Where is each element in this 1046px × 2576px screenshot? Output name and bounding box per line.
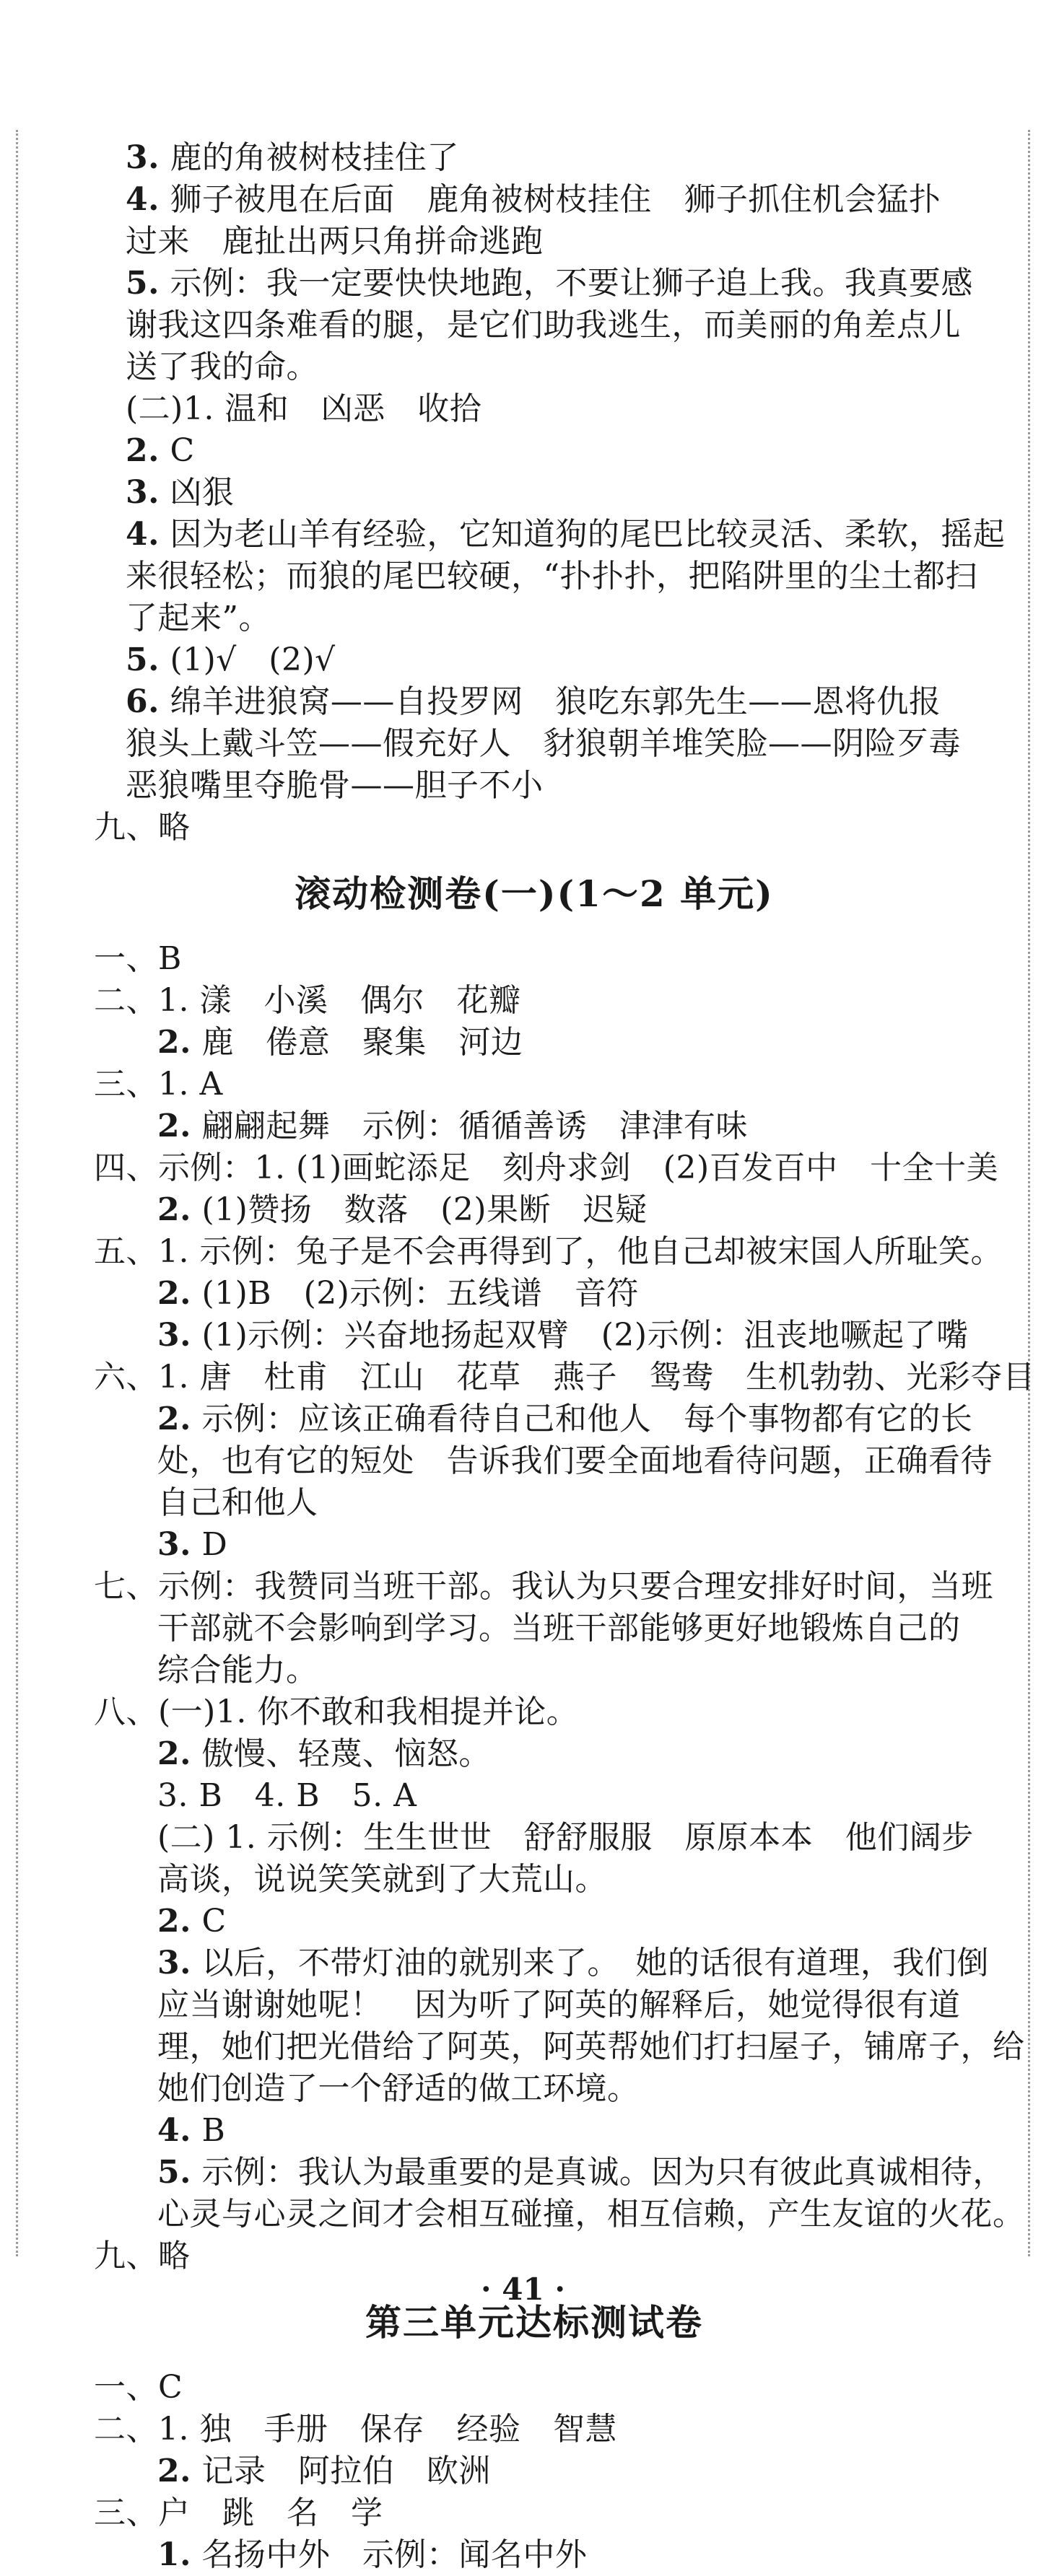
answer-line xyxy=(94,472,975,514)
answer-line xyxy=(94,1231,1003,1273)
answer-text: 干部就不会影响到学习。当班干部能够更好地锻炼自己的 xyxy=(157,1610,961,1647)
answer-text: 凶狠 xyxy=(170,474,235,511)
answer-text: 她们创造了一个舒适的做工环境。 xyxy=(157,2070,640,2107)
answer-line xyxy=(94,1691,975,1733)
item-number: 3. xyxy=(157,1945,191,1981)
answer-line xyxy=(94,1942,989,1984)
answer-line xyxy=(94,1022,975,1064)
answer-line xyxy=(94,1147,999,1189)
answer-text: 狮子被甩在后面 鹿角被树枝挂住 狮子抓住机会猛扑 xyxy=(170,181,941,218)
answer-line xyxy=(94,388,975,430)
answer-text: (二) 1. 示例：生生世世 舒舒服服 原原本本 他们阔步 xyxy=(157,1819,974,1856)
answer-text: C xyxy=(201,1903,227,1940)
answer-line xyxy=(94,2152,1005,2194)
answer-line xyxy=(94,2194,1025,2235)
item-number: 2. xyxy=(126,432,160,469)
answer-text: 七、示例：我赞同当班干部。我认为只要合理安排好时间，当班 xyxy=(94,1568,993,1605)
answer-text: 心灵与心灵之间才会相互碰撞，相互信赖，产生友谊的火花。 xyxy=(157,2196,1025,2233)
answer-line xyxy=(94,1440,993,1482)
answer-line xyxy=(94,179,975,221)
answer-line xyxy=(94,1733,975,1775)
answer-text: 一、B xyxy=(94,940,182,977)
answer-line xyxy=(94,597,975,639)
answer-line xyxy=(94,1817,975,1859)
answer-line xyxy=(94,1105,975,1147)
answer-text: 因为老山羊有经验，它知道狗的尾巴比较灵活、柔软，摇起 xyxy=(170,516,1006,553)
answer-line xyxy=(94,221,975,263)
answer-text: 翩翩起舞 示例：循循善诱 津津有味 xyxy=(201,1108,748,1144)
item-number: 6. xyxy=(126,683,160,720)
answer-text: 二、1. 漾 小溪 偶尔 花瓣 xyxy=(94,982,521,1019)
item-number: 3. xyxy=(157,1526,191,1563)
answer-text: 九、略 xyxy=(94,2238,191,2274)
answer-text: 一、C xyxy=(94,2369,183,2406)
answer-line xyxy=(94,1524,975,1566)
answer-text: 名扬中外 示例：闻名中外 xyxy=(201,2536,588,2573)
answer-line xyxy=(94,2026,1025,2068)
answer-text: 谢我这四条难看的腿，是它们助我逃生，而美丽的角差点儿 xyxy=(126,307,961,343)
item-number: 2. xyxy=(157,1401,191,1437)
item-number: 2. xyxy=(157,1191,191,1228)
answer-text: 四、示例：1. (1)画蛇添足 刻舟求剑 (2)百发百中 十全十美 xyxy=(94,1149,999,1186)
answer-line xyxy=(94,1984,975,2026)
answer-line xyxy=(94,980,975,1022)
answer-text: 示例：我一定要快快地跑，不要让狮子追上我。我真要感 xyxy=(170,265,973,302)
answer-text: 六、1. 唐 杜甫 江山 花草 燕子 鸳鸯 生机勃勃、光彩夺目 xyxy=(94,1359,1035,1396)
item-number: 2. xyxy=(157,1903,191,1940)
answer-text: 狼头上戴斗笠——假充好人 豺狼朝羊堆笑脸——阴险歹毒 xyxy=(126,725,961,762)
answer-text: C xyxy=(170,432,195,469)
item-number: 2. xyxy=(157,1275,191,1312)
answer-text: 理，她们把光借给了阿英，阿英帮她们打扫屋子，铺席子，给 xyxy=(157,2028,1025,2065)
answer-line xyxy=(94,723,975,765)
answer-line xyxy=(94,1273,975,1315)
answer-text: (1)示例：兴奋地扬起双臂 (2)示例：沮丧地噘起了嘴 xyxy=(201,1317,969,1354)
answer-line xyxy=(94,1566,993,1608)
answer-line xyxy=(94,1775,975,1817)
answer-text: 3. B 4. B 5. A xyxy=(157,1777,417,1814)
answer-line xyxy=(94,1650,975,1691)
item-number: 5. xyxy=(126,641,160,678)
answer-text: 九、略 xyxy=(94,809,191,846)
item-number: 2. xyxy=(157,2453,191,2489)
item-number: 4. xyxy=(126,516,160,553)
answer-line xyxy=(94,1398,975,1440)
answer-line xyxy=(94,938,975,980)
answer-line xyxy=(94,1189,975,1231)
answer-text: B xyxy=(201,2112,226,2149)
answer-line xyxy=(94,2492,975,2534)
answer-text: 三、户 跳 名 学 xyxy=(94,2494,383,2531)
answer-text: 以后，不带灯油的就别来了。 她的话很有道理，我们倒 xyxy=(201,1945,989,1981)
item-number: 2. xyxy=(157,1024,191,1061)
answer-text: 高谈，说说笑笑就到了大荒山。 xyxy=(157,1861,607,1898)
answer-text: 鹿 倦意 聚集 河边 xyxy=(201,1024,523,1061)
item-number: 4. xyxy=(126,181,160,218)
answer-line xyxy=(94,2409,975,2450)
item-number: 5. xyxy=(126,265,160,302)
item-number: 3. xyxy=(126,139,160,176)
answer-line xyxy=(94,2450,975,2492)
answer-key-content xyxy=(94,137,1035,2576)
answer-line xyxy=(94,2068,975,2110)
answer-text: 示例：我认为最重要的是真诚。因为只有彼此真诚相待， xyxy=(201,2154,1005,2191)
answer-text: 应当谢谢她呢！ 因为听了阿英的解释后，她觉得很有道 xyxy=(157,1986,961,2023)
answer-line xyxy=(94,346,975,388)
answer-text: 综合能力。 xyxy=(157,1652,318,1688)
answer-line xyxy=(94,1357,1035,1398)
answer-text: (二)1. 温和 凶恶 收拾 xyxy=(126,390,482,427)
answer-line xyxy=(94,556,975,597)
section-title: 滚动检测卷(一)(1～2 单元) xyxy=(295,872,774,915)
right-binding-rail xyxy=(1028,130,1030,2256)
answer-text: 自己和他人 xyxy=(157,1484,318,1521)
answer-line xyxy=(94,1859,975,1901)
item-number: 4. xyxy=(157,2112,191,2149)
answer-line xyxy=(94,1608,975,1650)
answer-line xyxy=(94,2534,975,2576)
item-number: 3. xyxy=(157,1317,191,1354)
answer-line xyxy=(94,639,975,681)
answer-text: 八、(一)1. 你不敢和我相提并论。 xyxy=(94,1694,579,1730)
answer-line xyxy=(94,1482,975,1524)
section-title: 第三单元达标测试卷 xyxy=(365,2301,703,2344)
answer-line xyxy=(94,765,975,807)
answer-text: (1)√ (2)√ xyxy=(170,641,336,678)
item-number: 1. xyxy=(157,2536,191,2573)
page-number: · 41 · xyxy=(481,2271,565,2307)
item-number: 5. xyxy=(157,2154,191,2191)
answer-text: 了起来”。 xyxy=(126,600,271,636)
answer-line xyxy=(94,1064,975,1105)
answer-line xyxy=(94,2367,975,2409)
answer-text: 五、1. 示例：兔子是不会再得到了，他自己却被宋国人所耻笑。 xyxy=(94,1233,1003,1270)
answer-line xyxy=(94,1315,975,1357)
answer-line xyxy=(94,1901,975,1942)
answer-text: 鹿的角被树枝挂住了 xyxy=(170,139,459,176)
answer-line xyxy=(94,681,975,723)
answer-text: D xyxy=(201,1526,228,1563)
answer-text: 记录 阿拉伯 欧洲 xyxy=(201,2453,491,2489)
answer-text: 处，也有它的短处 告诉我们要全面地看待问题，正确看待 xyxy=(157,1442,993,1479)
answer-text: (1)B (2)示例：五线谱 音符 xyxy=(201,1275,639,1312)
answer-text: 示例：应该正确看待自己和他人 每个事物都有它的长 xyxy=(201,1401,973,1437)
answer-line xyxy=(94,263,975,305)
answer-line xyxy=(94,305,975,346)
answer-text: 绵羊进狼窝——自投罗网 狼吃东郭先生——恩将仇报 xyxy=(170,683,941,720)
answer-line xyxy=(94,807,975,849)
item-number: 3. xyxy=(126,474,160,511)
answer-line xyxy=(94,137,975,179)
answer-text: 二、1. 独 手册 保存 经验 智慧 xyxy=(94,2411,617,2448)
answer-text: 来很轻松；而狼的尾巴较硬，“扑扑扑，把陷阱里的尘土都扫 xyxy=(126,558,977,595)
item-number: 2. xyxy=(157,1735,191,1772)
answer-line xyxy=(94,514,1006,556)
answer-text: 过来 鹿扯出两只角拼命逃跑 xyxy=(126,223,544,260)
answer-text: (1)赞扬 数落 (2)果断 迟疑 xyxy=(201,1191,648,1228)
answer-text: 送了我的命。 xyxy=(126,349,318,385)
item-number: 2. xyxy=(157,1108,191,1144)
answer-line xyxy=(94,430,975,472)
answer-text: 傲慢、轻蔑、恼怒。 xyxy=(201,1735,491,1772)
answer-text: 恶狼嘴里夺脆骨——胆子不小 xyxy=(126,767,544,804)
answer-text: 三、1. A xyxy=(94,1066,223,1103)
left-binding-rail xyxy=(16,130,18,2256)
answer-line xyxy=(94,2110,975,2152)
